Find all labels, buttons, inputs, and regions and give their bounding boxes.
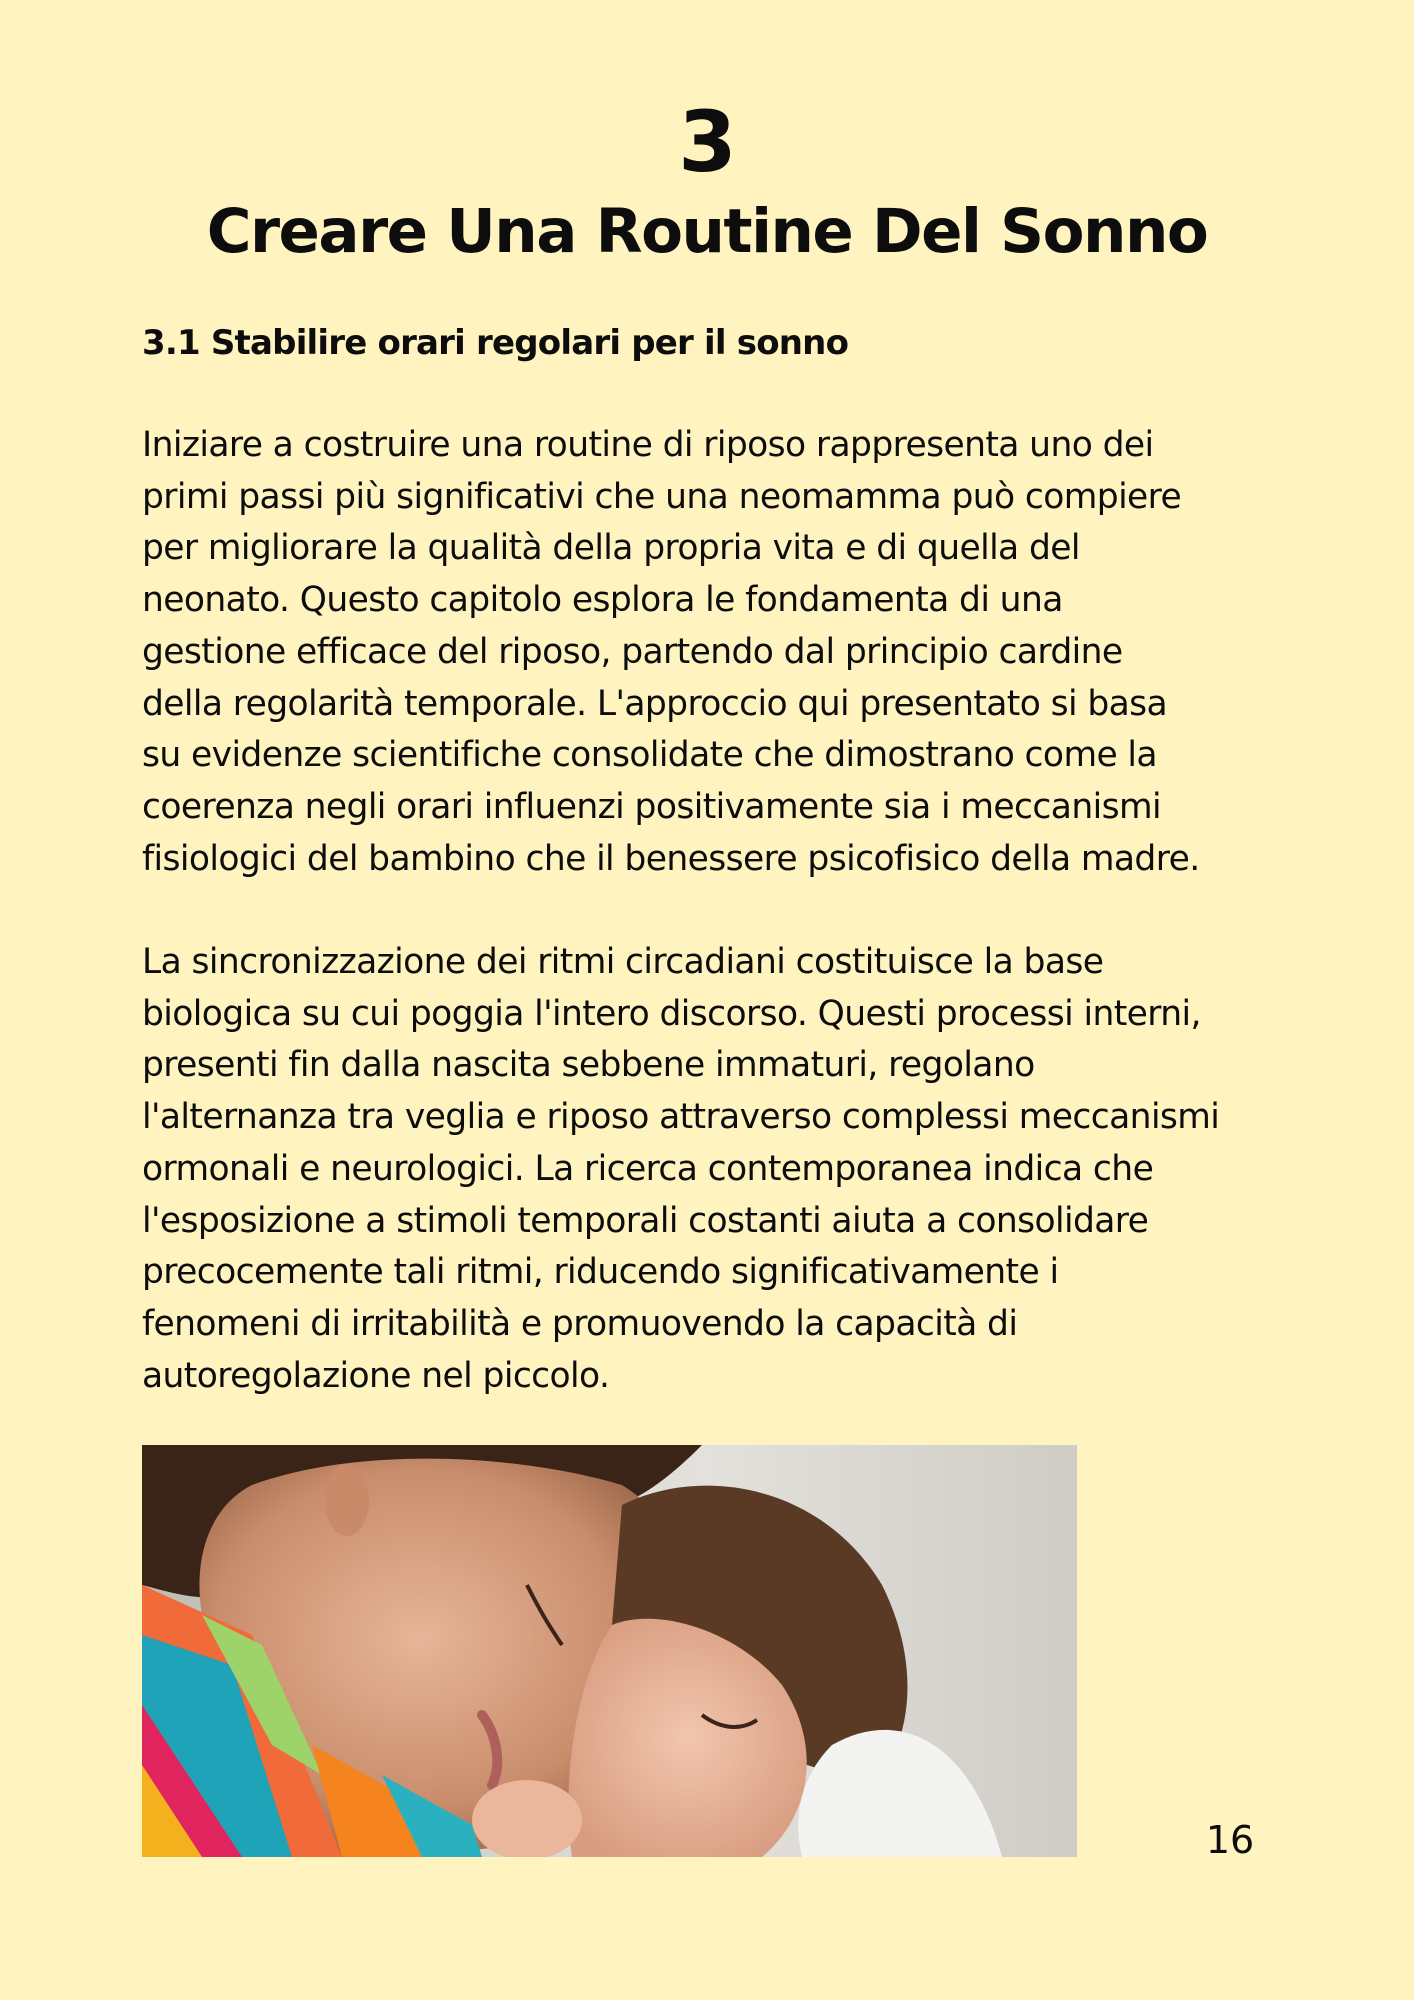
paragraph-1 xyxy=(142,420,1302,885)
text-line: su evidenze scientifiche consolidate che dimostrano come la xyxy=(142,735,1157,776)
chapter-title: Creare Una Routine Del Sonno xyxy=(206,196,1208,267)
text-line: autoregolazione nel piccolo. xyxy=(142,1355,610,1396)
text-line: Iniziare a costruire una routine di riposo rappresenta uno dei xyxy=(142,425,1154,465)
text-line: La sincronizzazione dei ritmi circadiani costituisce la base xyxy=(142,942,1104,982)
text-line: neonato. Questo capitolo esplora le fondamenta di una xyxy=(142,580,1063,621)
text-line: per migliorare la qualità della propria vita e di quella del xyxy=(142,528,1080,569)
mother-child-sleeping-photo xyxy=(142,1445,1077,1857)
text-line: l'esposizione a stimoli temporali costanti aiuta a consolidare xyxy=(142,1200,1149,1241)
text-line: ormonali e neurologici. La ricerca contemporanea indica che xyxy=(142,1148,1154,1189)
text-line: coerenza negli orari influenzi positivamente sia i meccanismi xyxy=(142,786,1161,827)
text-line: presenti fin dalla nascita sebbene immaturi, regolano xyxy=(142,1045,1035,1086)
text-line: della regolarità temporale. L'approccio qui presentato si basa xyxy=(142,683,1168,724)
paragraph-2 xyxy=(142,937,1302,1402)
section-title: 3.1 Stabilire orari regolari per il sonno xyxy=(142,323,849,363)
text-line: fisiologici del bambino che il benessere psicofisico della madre. xyxy=(142,838,1200,879)
page-number: 16 xyxy=(1205,1818,1255,1862)
text-line: gestione efficace del riposo, partendo dal principio cardine xyxy=(142,631,1123,672)
text-line: biologica su cui poggia l'intero discorso. Questi processi interni, xyxy=(142,993,1201,1034)
text-line: primi passi più significativi che una neomamma può compiere xyxy=(142,476,1182,517)
text-line: precocemente tali ritmi, riducendo significativamente i xyxy=(142,1252,1059,1293)
chapter-number: 3 xyxy=(678,93,736,191)
text-line: fenomeni di irritabilità e promuovendo la capacità di xyxy=(142,1303,1018,1344)
text-line: l'alternanza tra veglia e riposo attraverso complessi meccanismi xyxy=(142,1097,1220,1138)
